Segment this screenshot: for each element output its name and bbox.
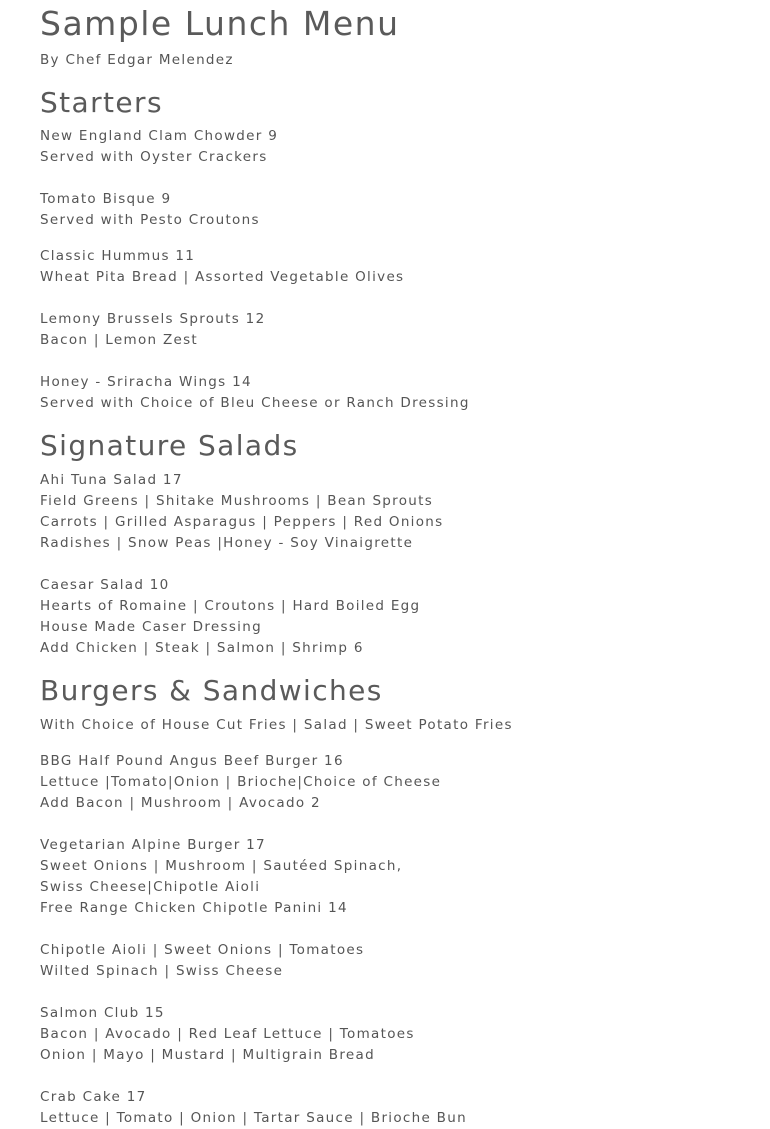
salad-item-name: Caesar Salad 10 [40, 577, 170, 593]
section-heading-burgers: Burgers & Sandwiches [40, 674, 383, 707]
section-heading-starters: Starters [40, 86, 163, 119]
starter-item-details: Served with Pesto Croutons [40, 212, 260, 228]
burger-item-details: Free Range Chicken Chipotle Panini 14 [40, 900, 348, 916]
burger-item-details: Wilted Spinach | Swiss Cheese [40, 963, 284, 979]
burger-item-details: Swiss Cheese|Chipotle Aioli [40, 879, 261, 895]
burger-item-name: Crab Cake 17 [40, 1089, 147, 1105]
burger-item-details: Bacon | Avocado | Red Leaf Lettuce | Tomatoes [40, 1026, 415, 1042]
salad-item-details: Hearts of Romaine | Croutons | Hard Boiled Egg [40, 598, 421, 614]
burger-item-details: Onion | Mayo | Mustard | Multigrain Bread [40, 1047, 375, 1063]
burger-item-details: Lettuce |Tomato|Onion | Brioche|Choice of Cheese [40, 774, 442, 790]
burger-item-name: Salmon Club 15 [40, 1005, 165, 1021]
section-heading-salads: Signature Salads [40, 429, 299, 462]
salad-item-name: Ahi Tuna Salad 17 [40, 472, 183, 488]
burger-item-details: Chipotle Aioli | Sweet Onions | Tomatoes [40, 942, 365, 958]
burger-item-details: Lettuce | Tomato | Onion | Tartar Sauce | Brioche Bun [40, 1110, 467, 1126]
starter-item-details: Bacon | Lemon Zest [40, 332, 199, 348]
burger-item-name: BBG Half Pound Angus Beef Burger 16 [40, 753, 344, 769]
salad-item-details: Radishes | Snow Peas |Honey - Soy Vinaigrette [40, 535, 414, 551]
salad-item-details: Field Greens | Shitake Mushrooms | Bean Sprouts [40, 493, 434, 509]
burger-item-name: Vegetarian Alpine Burger 17 [40, 837, 266, 853]
burgers-intro: With Choice of House Cut Fries | Salad | Sweet Potato Fries [40, 717, 513, 733]
starter-item-details: Served with Choice of Bleu Cheese or Ranch Dressing [40, 395, 470, 411]
starter-item-details: Wheat Pita Bread | Assorted Vegetable Olives [40, 269, 405, 285]
burger-item-details: Sweet Onions | Mushroom | Sautéed Spinach, [40, 858, 403, 874]
starter-item-name: New England Clam Chowder 9 [40, 128, 279, 144]
starter-item-name: Honey - Sriracha Wings 14 [40, 374, 252, 390]
salad-item-details: House Made Caser Dressing [40, 619, 262, 635]
menu-title: Sample Lunch Menu [40, 4, 400, 43]
starter-item-details: Served with Oyster Crackers [40, 149, 268, 165]
salad-item-details: Carrots | Grilled Asparagus | Peppers | Red Onions [40, 514, 444, 530]
chef-byline: By Chef Edgar Melendez [40, 52, 234, 68]
starter-item-name: Tomato Bisque 9 [40, 191, 172, 207]
salad-item-details: Add Chicken | Steak | Salmon | Shrimp 6 [40, 640, 364, 656]
starter-item-name: Lemony Brussels Sprouts 12 [40, 311, 266, 327]
burger-item-details: Add Bacon | Mushroom | Avocado 2 [40, 795, 321, 811]
starter-item-name: Classic Hummus 11 [40, 248, 196, 264]
